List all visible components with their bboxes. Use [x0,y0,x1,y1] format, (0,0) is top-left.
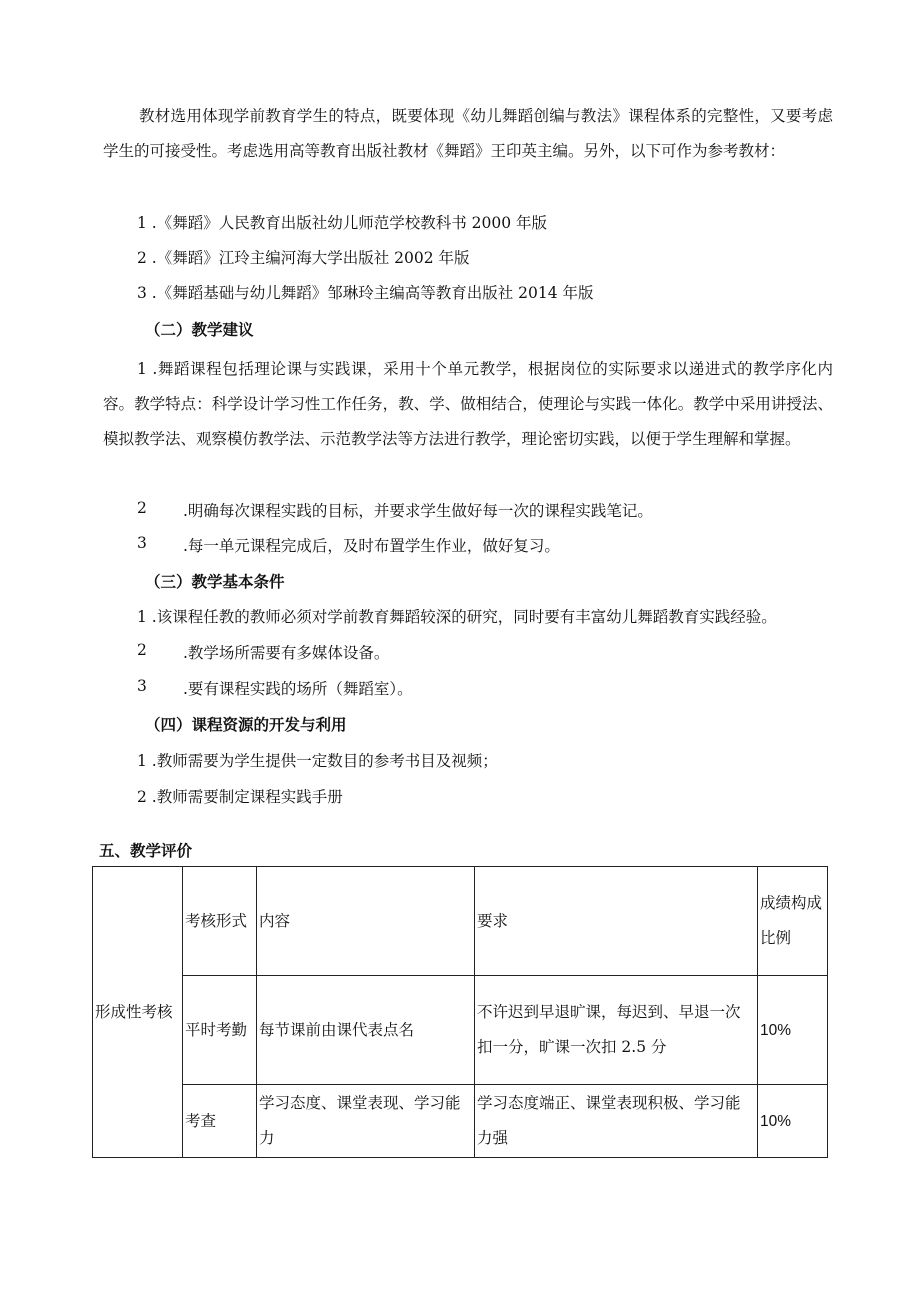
row-requirement: 学习态度端正、课堂表现积极、学习能力强 [475,1085,758,1158]
row-requirement: 不许迟到早退旷课，每迟到、早退一次扣一分，旷课一次扣 2.5 分 [475,976,758,1085]
section-5-heading: 五、教学评价 [99,841,193,860]
section-3-item-3: .要有课程实践的场所（舞蹈室）。 [183,680,413,698]
reference-item-3: 3 .《舞蹈基础与幼儿舞蹈》邹琳玲主编高等教育出版社 2014 年版 [137,284,594,302]
table-row [93,1085,828,1158]
section-3-item-2-number: 2 [137,641,147,659]
reference-item-2: 2 .《舞蹈》江玲主编河海大学出版社 2002 年版 [137,249,470,267]
header-form: 考核形式 [183,867,257,976]
header-ratio: 成绩构成比例 [758,867,828,976]
section-2-item-3-number: 3 [137,534,147,552]
section-2-heading: （二）教学建议 [145,320,254,339]
reference-item-1: 1 .《舞蹈》人民教育出版社幼儿师范学校教科书 2000 年版 [137,214,548,232]
section-3-item-2: .教学场所需要有多媒体设备。 [183,644,390,662]
section-2-item-2-number: 2 [137,499,147,517]
evaluation-table [92,866,828,1158]
section-2-item-2: .明确每次课程实践的目标，并要求学生做好每一次的课程实践笔记。 [183,502,653,520]
row-content: 每节课前由课代表点名 [257,976,475,1085]
formative-assessment-label: 形成性考核 [93,867,183,1158]
section-2-item-1: 1 .舞蹈课程包括理论课与实践课，采用十个单元教学，根据岗位的实际要求以递进式的教学序化内容。教学特点：科学设计学习性工作任务，教、学、做相结合，使理论与实践一体化。教学中采用讲授法、模拟教学法、观察模仿教学法、示范教学法等方法进行教学，理论密切实践，以便于学生理解和掌握。 [103,360,833,448]
header-content: 内容 [257,867,475,976]
section-4-item-1: 1 .教师需要为学生提供一定数目的参考书目及视频； [137,752,498,770]
section-4-item-2: 2 .教师需要制定课程实践手册 [137,788,343,806]
header-requirement: 要求 [475,867,758,976]
row-form: 平时考勤 [183,976,257,1085]
intro-paragraph: 教材选用体现学前教育学生的特点，既要体现《幼儿舞蹈创编与教法》课程体系的完整性，又要考虑学生的可接受性。考虑选用高等教育出版社教材《舞蹈》王印英主编。另外，以下可作为参考教材： [103,107,833,160]
section-3-item-1: 1 .该课程任教的教师必须对学前教育舞蹈较深的研究，同时要有丰富幼儿舞蹈教育实践经验。 [137,608,777,626]
section-3-item-3-number: 3 [137,677,147,695]
table-header-row [93,867,828,976]
row-content: 学习态度、课堂表现、学习能力 [257,1085,475,1158]
section-3-heading: （三）教学基本条件 [145,572,285,591]
row-form: 考查 [183,1085,257,1158]
table-row [93,976,828,1085]
row-ratio: 10% [758,976,828,1085]
row-ratio: 10% [758,1085,828,1158]
section-4-heading: （四）课程资源的开发与利用 [145,715,347,734]
section-2-item-3: .每一单元课程完成后，及时布置学生作业，做好复习。 [183,537,560,555]
